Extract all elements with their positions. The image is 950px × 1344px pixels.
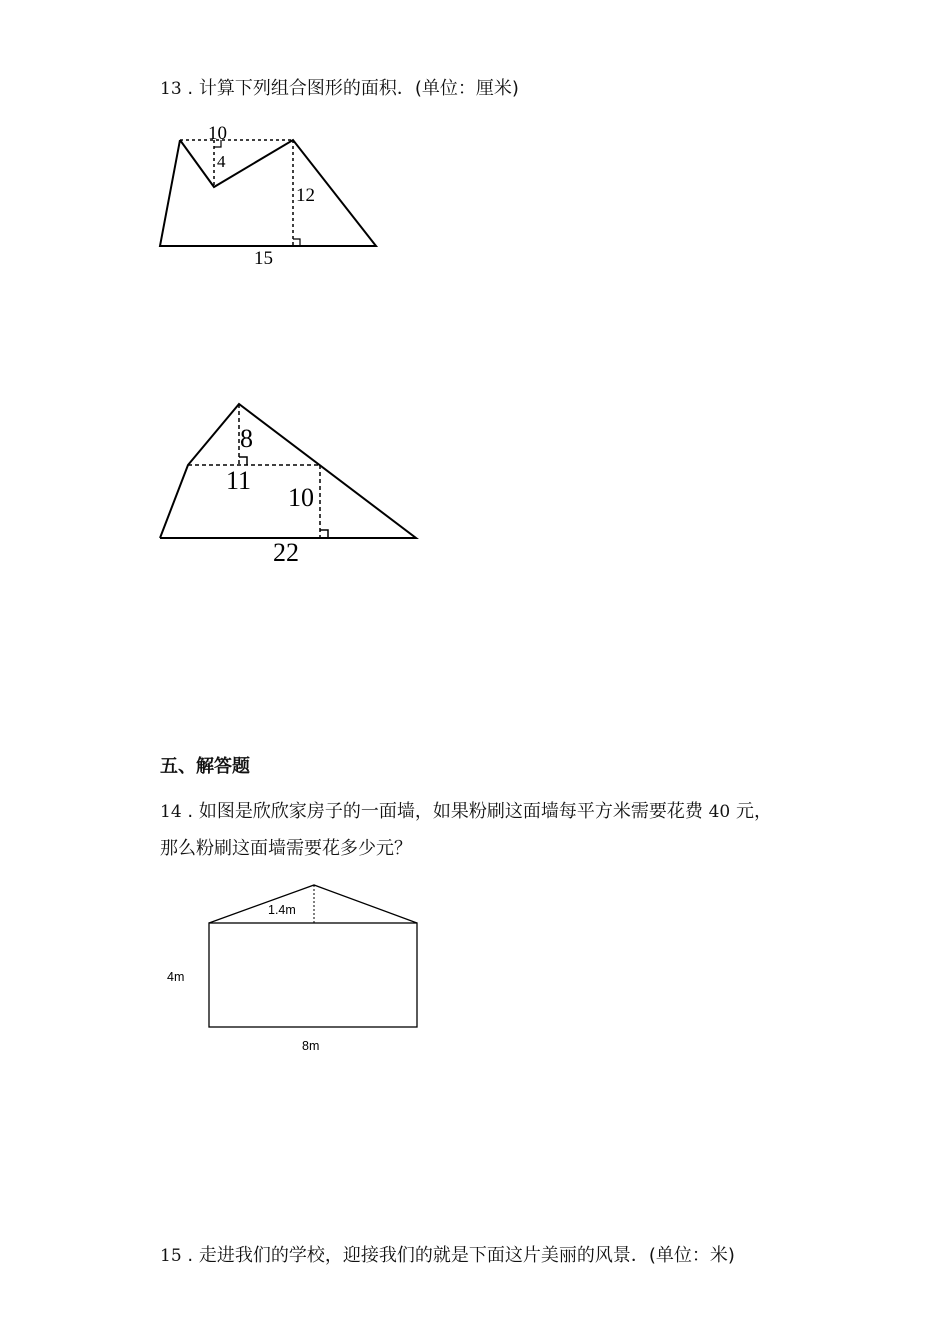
label-wall-width: 8m: [302, 1039, 320, 1053]
q13-text: [160, 74, 519, 100]
fig2-right-angle-top: [239, 457, 247, 465]
q15-sep: .: [187, 1245, 194, 1266]
q14-figure-wall: [160, 878, 440, 1063]
fig1-label-15: 15: [254, 248, 273, 269]
roof-triangle: [209, 885, 417, 923]
q13-figure-1: [150, 115, 390, 275]
fig2-label-11: 11: [226, 466, 252, 495]
fig1-label-12: 12: [296, 185, 315, 206]
fig2-outline: [160, 404, 416, 538]
q14-line-1: [160, 797, 772, 823]
fig1-label-10: 10: [208, 123, 227, 144]
label-wall-height: 4m: [167, 970, 185, 984]
q15-prompt: 走进我们的学校，迎接我们的就是下面这片美丽的风景．(单位：米): [198, 1245, 735, 1266]
q13-number: 13: [160, 79, 182, 99]
fig2-label-10: 10: [288, 483, 314, 512]
fig1-outline: [160, 140, 376, 246]
fig2-label-8: 8: [240, 424, 253, 453]
fig1-right-angle-bottom: [293, 239, 300, 246]
fig1-label-4: 4: [217, 152, 226, 171]
wall-rectangle: [209, 923, 417, 1027]
q14-sep: .: [187, 801, 194, 822]
section-heading: 五、解答题: [160, 756, 250, 777]
q15-number: 15: [160, 1246, 182, 1266]
q15-text: [160, 1241, 735, 1267]
q14-line-2: 那么粉刷这面墙需要花多少元？: [160, 838, 412, 859]
label-roof-height: 1.4m: [268, 903, 296, 917]
q13-figure-2: [150, 395, 430, 575]
q14-price: 40: [708, 802, 731, 822]
q13-prompt: 计算下列组合图形的面积．(单位：厘米): [198, 78, 519, 99]
q14-line1-a: 如图是欣欣家房子的一面墙，如果粉刷这面墙每平方米需要花费: [198, 801, 703, 822]
fig2-right-angle-bottom: [320, 530, 328, 538]
q14-number: 14: [160, 802, 182, 822]
fig2-label-22: 22: [273, 538, 299, 567]
q14-line1-b: 元，: [735, 801, 772, 822]
q13-sep: .: [187, 78, 194, 99]
